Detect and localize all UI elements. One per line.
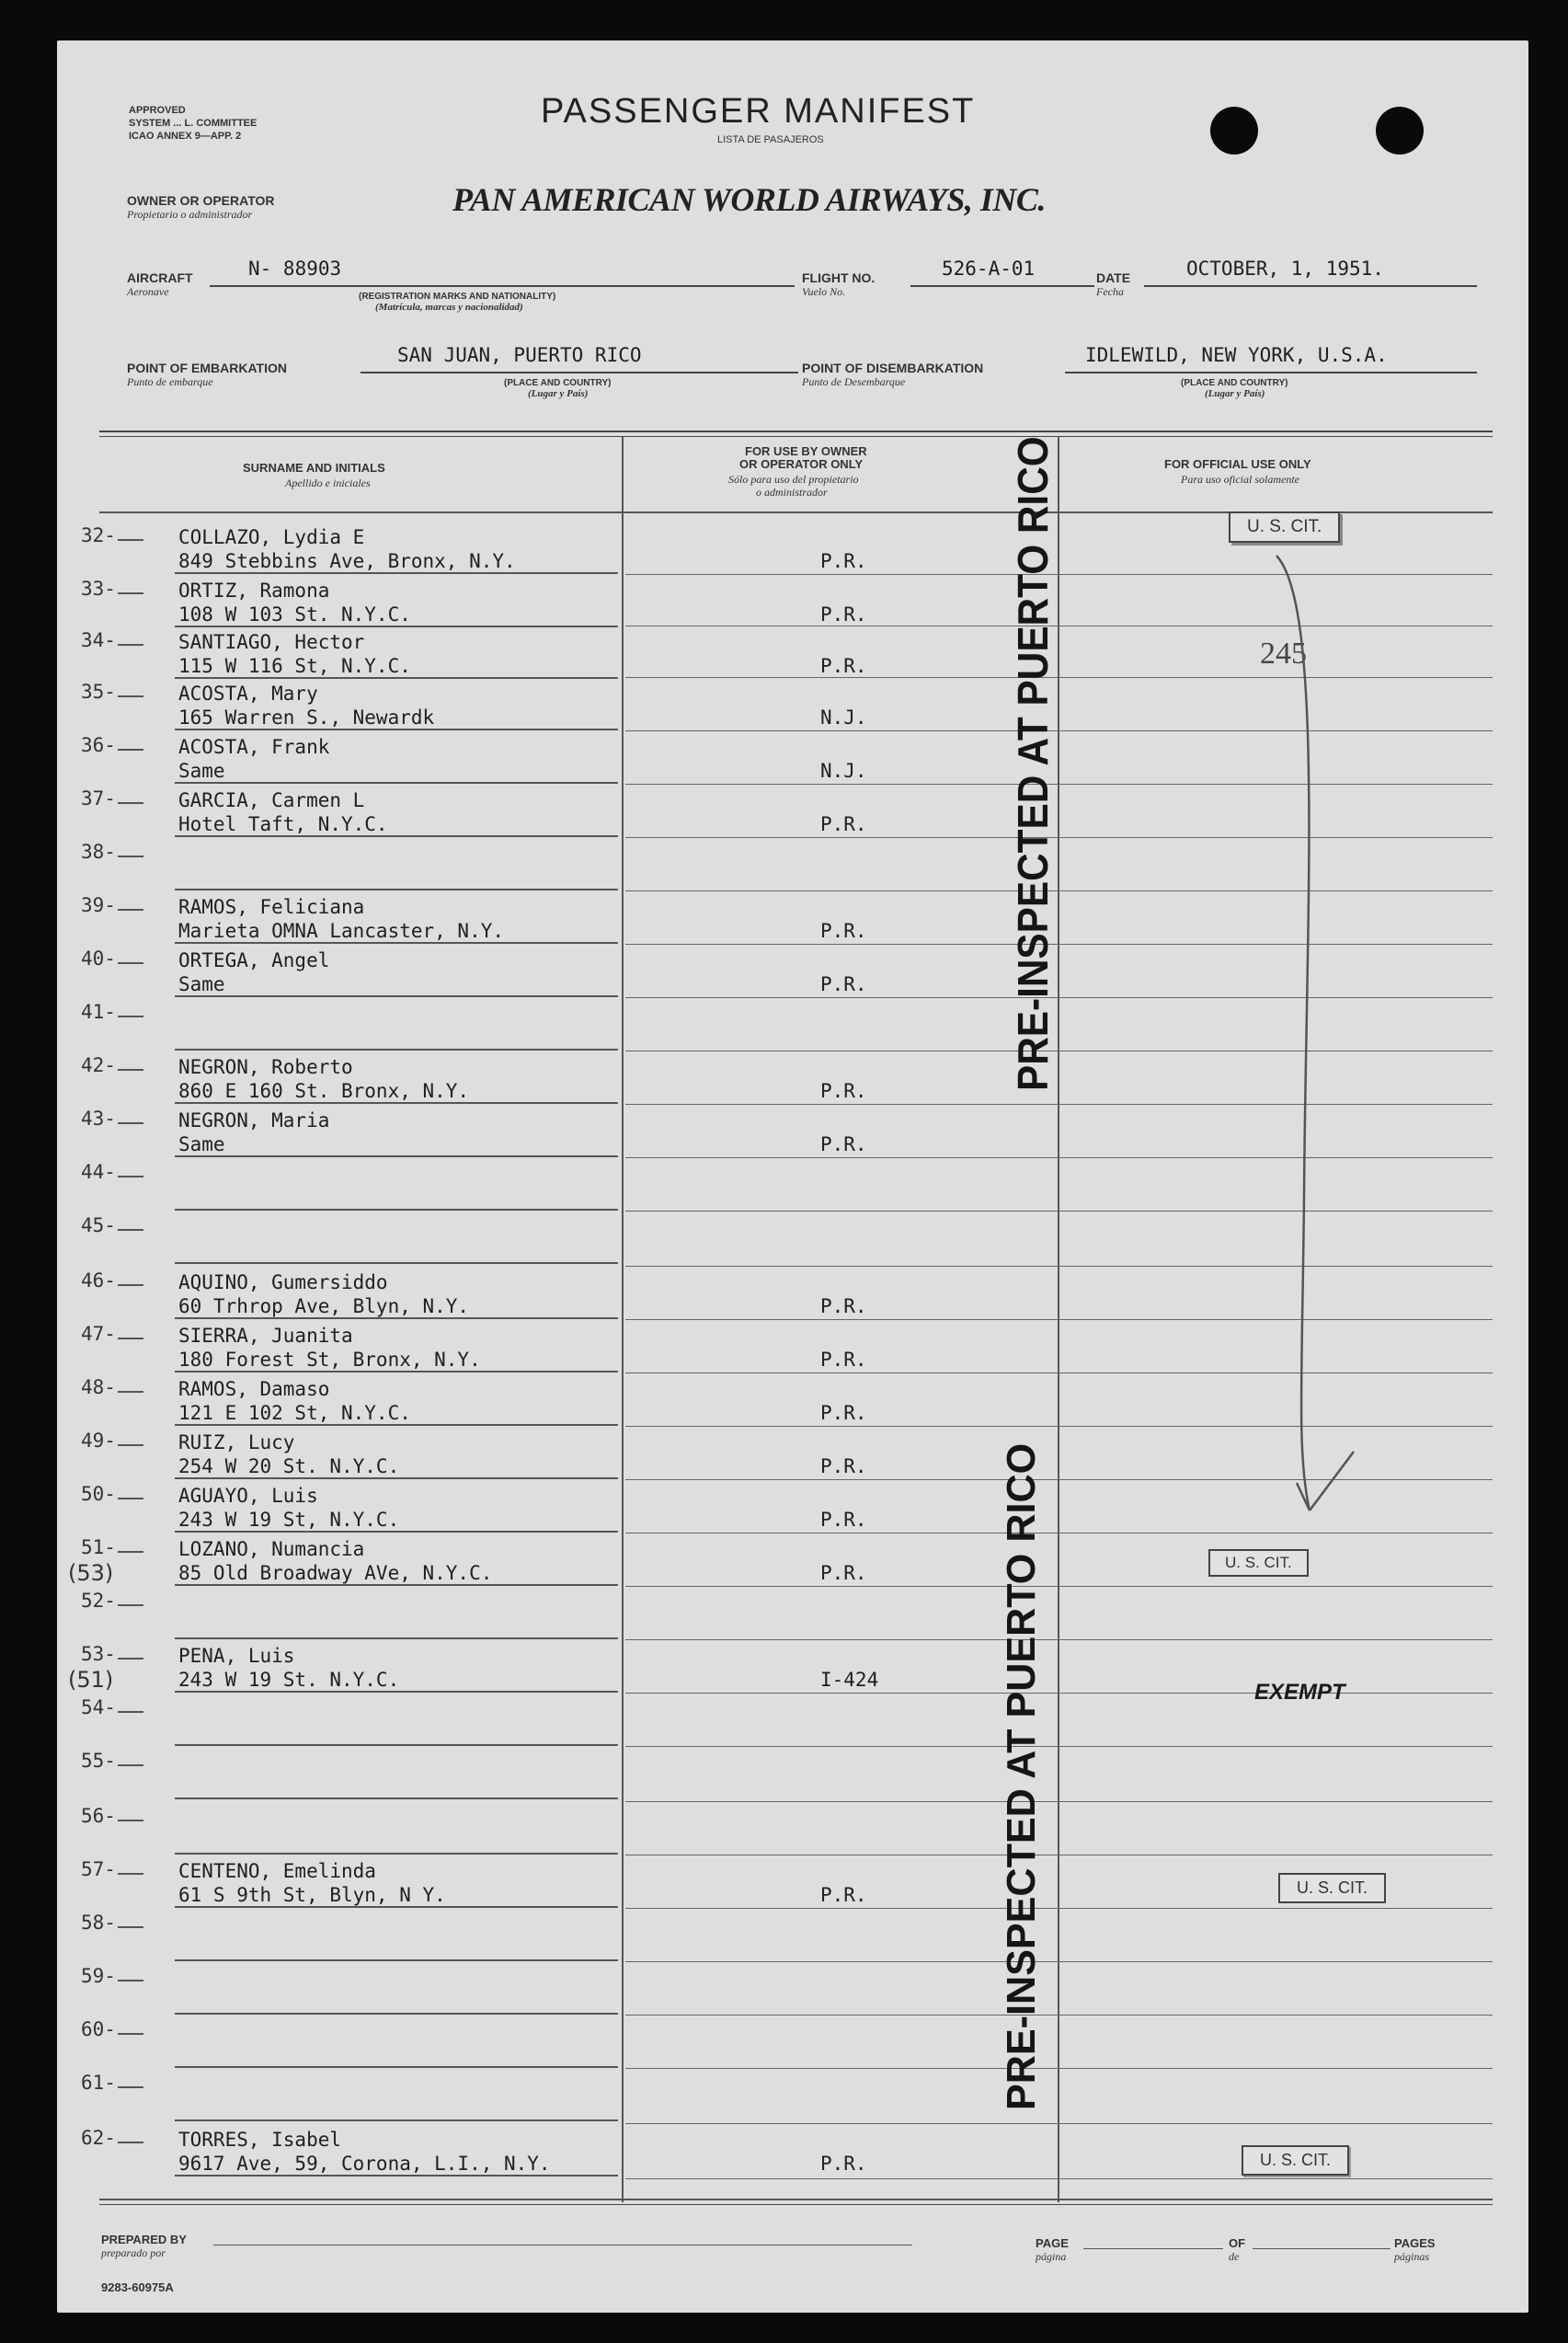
approval-line-1: APPROVED [129, 105, 186, 116]
disembark-place-caption-es: (Lugar y País) [1205, 388, 1265, 399]
passenger-address: 254 W 20 St. N.Y.C. [178, 1455, 400, 1477]
passenger-name: SANTIAGO, Hector [178, 631, 365, 653]
row-number-dash [118, 1391, 143, 1393]
row-number: 32- [81, 524, 116, 546]
passenger-address: Same [178, 760, 225, 782]
us-cit-stamp-1: U. S. CIT. [1229, 511, 1340, 543]
row-underline [175, 1317, 618, 1319]
row-number-dash [118, 1764, 143, 1766]
row-underline [175, 1209, 618, 1211]
row-number: 46- [81, 1269, 116, 1292]
pages-label: PAGES [1394, 2236, 1436, 2250]
approval-line-2: SYSTEM ... L. COMMITTEE [129, 118, 258, 129]
flight-value: 526-A-01 [942, 258, 1036, 280]
passenger-name: ACOSTA, Frank [178, 736, 330, 758]
embark-place-caption: (PLACE AND COUNTRY) [504, 378, 612, 388]
row-underline [175, 995, 618, 997]
origin-code: P.R. [820, 1133, 867, 1155]
col-surname-sub: Apellido e iniciales [285, 477, 371, 489]
us-cit-stamp-3: U. S. CIT. [1278, 1873, 1386, 1903]
row-number: 55- [81, 1750, 116, 1772]
row-number-dash [118, 1711, 143, 1713]
margin-note-53: (51) [68, 1667, 114, 1693]
row-number: 58- [81, 1912, 116, 1934]
row-number: 50- [81, 1483, 116, 1505]
passenger-name: ORTEGA, Angel [178, 949, 330, 971]
origin-code: P.R. [820, 1509, 867, 1531]
origin-code: P.R. [820, 1349, 867, 1371]
row-number-dash [118, 1444, 143, 1446]
row-number-dash [118, 802, 143, 804]
punch-hole-right [1376, 107, 1424, 155]
punch-hole-left [1210, 107, 1258, 155]
row-number-dash [118, 1551, 143, 1553]
passenger-address: 61 S 9th St, Blyn, N Y. [178, 1884, 446, 1906]
passenger-name: AGUAYO, Luis [178, 1485, 318, 1507]
row-number: 62- [81, 2127, 116, 2149]
row-number: 54- [81, 1696, 116, 1718]
origin-code: P.R. [820, 1402, 867, 1424]
row-number-dash [118, 1980, 143, 1981]
row-separator [625, 1586, 1493, 1587]
passenger-address: 60 Trhrop Ave, Blyn, N.Y. [178, 1295, 470, 1317]
row-underline [175, 729, 618, 730]
row-number: 37- [81, 787, 116, 810]
disembark-value: IDLEWILD, NEW YORK, U.S.A. [1085, 344, 1388, 366]
passenger-address: 115 W 116 St, N.Y.C. [178, 655, 411, 677]
origin-code: P.R. [820, 1455, 867, 1477]
col-owner-sub-1: Sólo para uso del propietario [728, 473, 859, 486]
row-underline [175, 1477, 618, 1479]
row-underline [175, 1155, 618, 1157]
row-separator [625, 1908, 1493, 1909]
row-number: 56- [81, 1805, 116, 1827]
row-number: 35- [81, 681, 116, 703]
row-number-dash [118, 1284, 143, 1286]
embark-place-caption-es: (Lugar y País) [528, 388, 589, 399]
row-number-dash [118, 1122, 143, 1124]
row-number-dash [118, 1176, 143, 1177]
row-separator [625, 1746, 1493, 1747]
aircraft-label-es: Aeronave [127, 285, 169, 298]
of-label: OF [1229, 2236, 1246, 2250]
prepared-by-label: PREPARED BY [101, 2233, 187, 2246]
row-number: 48- [81, 1376, 116, 1398]
passenger-address: 165 Warren S., Newardk [178, 706, 435, 729]
embark-label: POINT OF EMBARKATION [127, 361, 287, 375]
page-subtitle: LISTA DE PASAJEROS [717, 134, 824, 145]
page-label-es: página [1036, 2250, 1067, 2263]
col-owner-sub-2: o administrador [756, 486, 828, 499]
row-number: 51- [81, 1536, 116, 1558]
origin-code: N.J. [820, 760, 867, 782]
pages-label-es: páginas [1394, 2250, 1430, 2263]
row-number-dash [118, 1926, 143, 1928]
passenger-address: 860 E 160 St. Bronx, N.Y. [178, 1080, 470, 1102]
row-underline [175, 677, 618, 679]
passenger-name: AQUINO, Gumersiddo [178, 1271, 388, 1293]
row-number: 33- [81, 578, 116, 600]
row-underline [175, 1959, 618, 1961]
row-number-dash [118, 962, 143, 964]
col-official-header: FOR OFFICIAL USE ONLY [1164, 457, 1311, 471]
row-underline [175, 889, 618, 890]
row-underline [175, 2119, 618, 2121]
passenger-address: Marieta OMNA Lancaster, N.Y. [178, 920, 505, 942]
row-underline [175, 1637, 618, 1639]
row-number: 47- [81, 1323, 116, 1345]
row-number-dash [118, 1498, 143, 1499]
row-number: 49- [81, 1430, 116, 1452]
of-label-es: de [1229, 2250, 1240, 2263]
origin-code: P.R. [820, 550, 867, 572]
row-underline [175, 1371, 618, 1372]
row-underline [175, 1049, 618, 1051]
passenger-name: NEGRON, Roberto [178, 1056, 353, 1078]
row-number: 60- [81, 2018, 116, 2040]
exempt-stamp: EXEMPT [1254, 1680, 1345, 1705]
row-separator [625, 1961, 1493, 1962]
passenger-address: Same [178, 1133, 225, 1155]
row-number-dash [118, 1820, 143, 1821]
row-underline [175, 835, 618, 837]
row-number: 52- [81, 1590, 116, 1612]
passenger-name: RAMOS, Damaso [178, 1378, 330, 1400]
row-separator [625, 1801, 1493, 1802]
row-underline [175, 572, 618, 574]
embark-value: SAN JUAN, PUERTO RICO [397, 344, 642, 366]
passenger-name: GARCIA, Carmen L [178, 789, 365, 811]
origin-code: I-424 [820, 1669, 879, 1691]
aircraft-caption: (REGISTRATION MARKS AND NATIONALITY) [359, 292, 556, 302]
form-number: 9283-60975A [101, 2280, 174, 2294]
row-number-dash [118, 1069, 143, 1071]
row-underline [175, 1262, 618, 1264]
row-number: 45- [81, 1214, 116, 1236]
pre-inspected-stamp-bottom: PRE-INSPECTED AT PUERTO RICO [999, 1442, 1044, 2110]
row-underline [175, 1424, 618, 1426]
row-underline [175, 1744, 618, 1746]
passenger-address: 108 W 103 St. N.Y.C. [178, 603, 411, 626]
row-underline [175, 1797, 618, 1799]
origin-code: P.R. [820, 1562, 867, 1584]
row-underline [175, 782, 618, 784]
row-underline [175, 1906, 618, 1908]
row-number-dash [118, 1229, 143, 1231]
row-number: 40- [81, 948, 116, 970]
passenger-name: TORRES, Isabel [178, 2129, 342, 2151]
passenger-address: Same [178, 973, 225, 995]
passenger-name: ORTIZ, Ramona [178, 580, 330, 602]
passenger-name: COLLAZO, Lydia E [178, 526, 365, 548]
aircraft-value: N- 88903 [248, 258, 342, 280]
origin-code: P.R. [820, 1295, 867, 1317]
flight-label: FLIGHT NO. [802, 270, 876, 285]
row-number: 44- [81, 1161, 116, 1183]
row-underline [175, 626, 618, 627]
passenger-address: 180 Forest St, Bronx, N.Y. [178, 1349, 481, 1371]
passenger-address: 849 Stebbins Ave, Bronx, N.Y. [178, 550, 516, 572]
date-value: OCTOBER, 1, 1951. [1186, 258, 1384, 280]
disembark-label: POINT OF DISEMBARKATION [802, 361, 984, 375]
passenger-count: 245 [1260, 637, 1307, 671]
col-official-sub: Para uso oficial solamente [1181, 473, 1299, 486]
us-cit-stamp-4: U. S. CIT. [1242, 2145, 1349, 2176]
row-number-dash [118, 644, 143, 646]
row-number-dash [118, 1658, 143, 1660]
passenger-address: Hotel Taft, N.Y.C. [178, 813, 388, 835]
passenger-address: 9617 Ave, 59, Corona, L.I., N.Y. [178, 2153, 551, 2175]
row-number: 36- [81, 734, 116, 756]
date-label: DATE [1096, 270, 1131, 285]
row-number-dash [118, 1338, 143, 1339]
row-underline [175, 2175, 618, 2176]
origin-code: P.R. [820, 1884, 867, 1906]
owner-label: OWNER OR OPERATOR [127, 193, 275, 208]
flight-label-es: Vuelo No. [802, 285, 846, 298]
passenger-address: 243 W 19 St, N.Y.C. [178, 1509, 400, 1531]
row-underline [175, 1853, 618, 1855]
disembark-label-es: Punto de Desembarque [802, 375, 906, 388]
row-number-dash [118, 749, 143, 751]
row-number-dash [118, 1604, 143, 1606]
row-underline [175, 2013, 618, 2015]
row-number: 57- [81, 1858, 116, 1880]
margin-note-51: (53) [68, 1560, 114, 1586]
passenger-address: 243 W 19 St. N.Y.C. [178, 1669, 400, 1691]
aircraft-caption-es: (Matrícula, marcas y nacionalidad) [375, 302, 523, 313]
approval-line-3: ICAO ANNEX 9—APP. 2 [129, 131, 242, 142]
passenger-name: RAMOS, Feliciana [178, 896, 365, 918]
row-number: 39- [81, 894, 116, 916]
row-underline [175, 942, 618, 944]
origin-code: P.R. [820, 2153, 867, 2175]
row-number-dash [118, 2142, 143, 2143]
passenger-name: LOZANO, Numancia [178, 1538, 365, 1560]
row-number-dash [118, 1873, 143, 1875]
disembark-place-caption: (PLACE AND COUNTRY) [1181, 378, 1288, 388]
row-number: 34- [81, 629, 116, 651]
row-number: 42- [81, 1054, 116, 1076]
owner-value: PAN AMERICAN WORLD AIRWAYS, INC. [452, 181, 1046, 218]
row-number: 38- [81, 841, 116, 863]
row-number: 43- [81, 1108, 116, 1130]
date-label-es: Fecha [1096, 285, 1124, 298]
col-owner-header-2: OR OPERATOR ONLY [739, 457, 864, 471]
col-surname-header: SURNAME AND INITIALS [243, 461, 385, 475]
row-separator [625, 2123, 1493, 2124]
row-number: 53- [81, 1643, 116, 1665]
passenger-address: 121 E 102 St, N.Y.C. [178, 1402, 411, 1424]
row-separator [625, 2015, 1493, 2016]
passenger-name: ACOSTA, Mary [178, 683, 318, 705]
row-number-dash [118, 2086, 143, 2088]
origin-code: P.R. [820, 973, 867, 995]
row-number-dash [118, 592, 143, 594]
row-separator [625, 1639, 1493, 1640]
origin-code: P.R. [820, 920, 867, 942]
passenger-name: CENTENO, Emelinda [178, 1860, 376, 1882]
row-underline [175, 1584, 618, 1586]
row-underline [175, 1531, 618, 1533]
page-title: PASSENGER MANIFEST [541, 92, 976, 131]
row-underline [175, 1691, 618, 1693]
passenger-name: NEGRON, Maria [178, 1109, 330, 1131]
pre-inspected-stamp-top: PRE-INSPECTED AT PUERTO RICO [1009, 436, 1057, 1091]
passenger-name: SIERRA, Juanita [178, 1325, 353, 1347]
passenger-name: RUIZ, Lucy [178, 1431, 295, 1453]
row-number: 59- [81, 1965, 116, 1987]
owner-label-es: Propietario o administrador [127, 208, 253, 221]
row-number-dash [118, 909, 143, 911]
row-separator [625, 2068, 1493, 2069]
row-underline [175, 1102, 618, 1104]
embark-label-es: Punto de embarque [127, 375, 213, 388]
origin-code: N.J. [820, 706, 867, 729]
aircraft-label: AIRCRAFT [127, 270, 193, 285]
origin-code: P.R. [820, 813, 867, 835]
row-separator [625, 2178, 1493, 2179]
page-label: PAGE [1036, 2236, 1069, 2250]
col-owner-header-1: FOR USE BY OWNER [745, 444, 867, 458]
row-separator [625, 1693, 1493, 1694]
row-number-dash [118, 1016, 143, 1017]
row-number-dash [118, 2033, 143, 2035]
row-number-dash [118, 695, 143, 697]
prepared-by-label-es: preparado por [101, 2246, 166, 2259]
row-number: 41- [81, 1001, 116, 1023]
row-number-dash [118, 539, 143, 541]
origin-code: P.R. [820, 1080, 867, 1102]
bracket-arrow [1269, 552, 1370, 1536]
row-number: 61- [81, 2072, 116, 2094]
row-underline [175, 2066, 618, 2068]
passenger-address: 85 Old Broadway AVe, N.Y.C. [178, 1562, 493, 1584]
row-number-dash [118, 856, 143, 857]
origin-code: P.R. [820, 603, 867, 626]
passenger-name: PENA, Luis [178, 1645, 295, 1667]
us-cit-stamp-2: U. S. CIT. [1208, 1549, 1309, 1577]
origin-code: P.R. [820, 655, 867, 677]
